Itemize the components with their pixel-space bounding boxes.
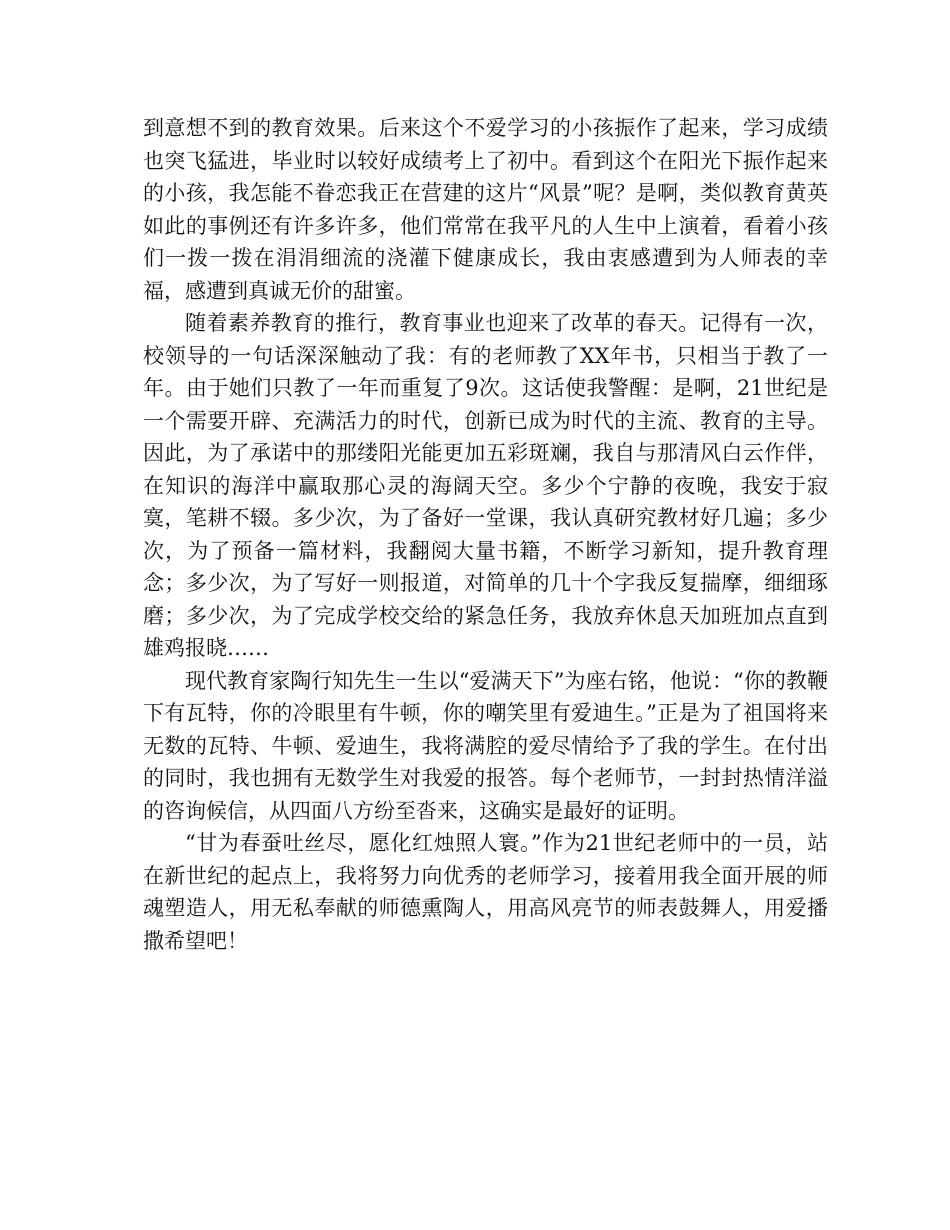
- document-body: [143, 112, 828, 957]
- paragraph-3: 现代教育家陶行知先生一生以“爱满天下”为座右铭，他说：“你的教鞭下有瓦特，你的冷眼里有牛顿，你的嘲笑里有爱迪生。”正是为了祖国将来无数的瓦特、牛顿、爱迪生，我将满腔的爱尽情给予了我的学生。在付出的同时，我也拥有无数学生对我爱的报答。每个老师节，一封封热情洋溢的咨询候信，从四面八方纷至沓来，这确实是最好的证明。: [143, 668, 828, 823]
- paragraph-2: 随着素养教育的推行，教育事业也迎来了改革的春天。记得有一次，校领导的一句话深深触动了我：有的老师教了XX年书，只相当于教了一年。由于她们只教了一年而重复了9次。这话使我警醒：是啊，21世纪是一个需要开辟、充满活力的时代，创新已成为时代的主流、教育的主导。因此，为了承诺中的那缕阳光能更加五彩斑斓，我自与那清风白云作伴，在知识的海洋中赢取那心灵的海阔天空。多少个宁静的夜晚，我安于寂寞，笔耕不辍。多少次，为了备好一堂课，我认真研究教材好几遍；多少次，为了预备一篇材料，我翻阅大量书籍，不断学习新知，提升教育理念；多少次，为了写好一则报道，对简单的几十个字我反复揣摩，细细琢磨；多少次，为了完成学校交给的紧急任务，我放弃休息天加班加点直到雄鸡报晓……: [143, 311, 828, 660]
- paragraph-1: 到意想不到的教育效果。后来这个不爱学习的小孩振作了起来，学习成绩也突飞猛进，毕业时以较好成绩考上了初中。看到这个在阳光下振作起来的小孩，我怎能不眷恋我正在营建的这片“风景”呢？是啊，类似教育黄英如此的事例还有许多许多，他们常常在我平凡的人生中上演着，看着小孩们一拨一拨在涓涓细流的浇灌下健康成长，我由衷感遭到为人师表的幸福，感遭到真诚无价的甜蜜。: [143, 116, 828, 303]
- paragraph-4: “甘为春蚕吐丝尽，愿化红烛照人寰。”作为21世纪老师中的一员，站在新世纪的起点上，我将努力向优秀的老师学习，接着用我全面开展的师魂塑造人，用无私奉献的师德熏陶人，用高风亮节的师表鼓舞人，用爱播撒希望吧！: [143, 831, 828, 953]
